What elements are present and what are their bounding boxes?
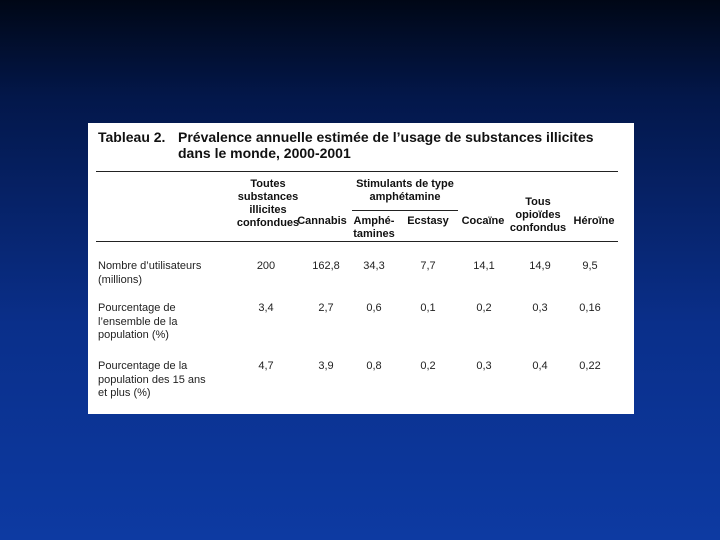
table-cell: 7,7 <box>420 260 436 272</box>
table-title-text: Prévalence annuelle estimée de l’usage de substances illicites dans le monde, 2000-2001 <box>178 129 594 161</box>
col-header-all-substances: Toutes substances illicites confondues <box>236 178 300 229</box>
table-number: Tableau 2. <box>98 129 166 145</box>
table-card <box>88 123 634 414</box>
table-cell: 2,7 <box>318 302 334 314</box>
group-header-ats: Stimulants de type amphétamine <box>356 178 454 203</box>
table-cell: 14,9 <box>529 260 551 272</box>
table-cell: 3,4 <box>258 302 274 314</box>
top-rule <box>96 171 618 172</box>
row-label-population-pct: Pourcentage de l’ensemble de la population (%) <box>98 302 178 341</box>
row-label-population-15plus-pct: Pourcentage de la population des 15 ans et plus (%) <box>98 360 206 399</box>
table-cell: 162,8 <box>312 260 340 272</box>
table-cell: 0,2 <box>476 302 492 314</box>
table-cell: 0,3 <box>476 360 492 372</box>
table-cell: 0,4 <box>532 360 548 372</box>
col-header-cocaine: Cocaïne <box>461 215 505 227</box>
table-cell: 0,1 <box>420 302 436 314</box>
table-cell: 14,1 <box>473 260 495 272</box>
table-cell: 0,8 <box>366 360 382 372</box>
col-header-cannabis: Cannabis <box>297 215 347 227</box>
col-header-opioids: Tous opioïdes confondus <box>509 196 567 234</box>
row-label-users: Nombre d’utilisateurs (millions) <box>98 260 202 286</box>
table-cell: 0,2 <box>420 360 436 372</box>
header-rule <box>96 241 618 242</box>
table-cell: 0,3 <box>532 302 548 314</box>
table-cell: 0,22 <box>579 360 601 372</box>
col-header-ecstasy: Ecstasy <box>407 215 449 227</box>
table-cell: 9,5 <box>582 260 598 272</box>
table-cell: 4,7 <box>258 360 274 372</box>
table-cell: 3,9 <box>318 360 334 372</box>
table-cell: 0,6 <box>366 302 382 314</box>
table-cell: 200 <box>256 260 276 272</box>
col-header-heroin: Héroïne <box>573 215 615 227</box>
col-header-amphetamines: Amphé-tamines <box>353 215 395 240</box>
table-cell: 34,3 <box>363 260 385 272</box>
table-cell: 0,16 <box>579 302 601 314</box>
group-header-underline <box>352 210 458 211</box>
